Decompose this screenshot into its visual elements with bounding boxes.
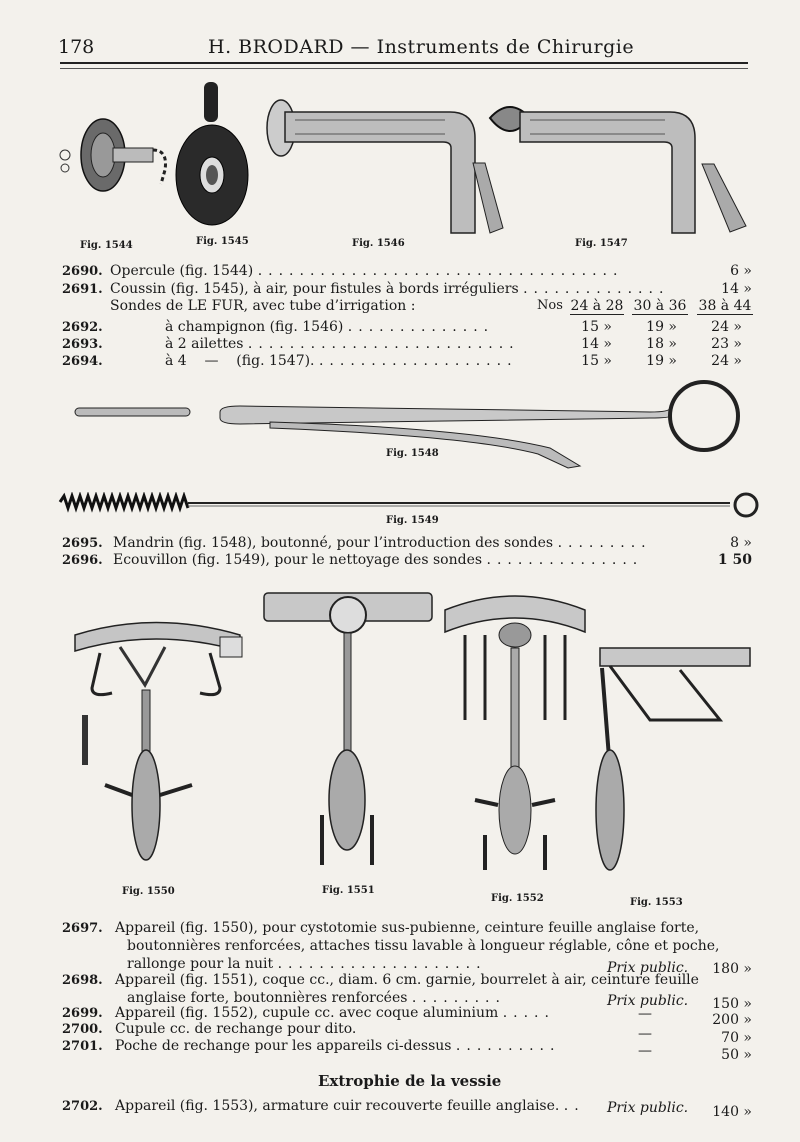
page-header: [58, 30, 748, 60]
item-2699-number: 2699.: [62, 1006, 103, 1021]
fig-1550-illustration: [70, 615, 250, 885]
item-2692-number: 2692.: [62, 320, 103, 335]
item-2692-col2: 19 »: [646, 319, 677, 335]
item-2693-col2: 18 »: [646, 336, 677, 352]
item-2699-price: 200 »: [712, 1012, 752, 1028]
item-2697-number: 2697.: [62, 921, 103, 936]
fig-1553-label: Fig. 1553: [630, 897, 683, 908]
item-2698-line2: anglaise forte, boutonnières renforcées .........: [127, 990, 506, 1006]
item-2696-number: 2696.: [62, 553, 103, 568]
extrophie-heading: Extrophie de la vessie: [318, 1072, 502, 1090]
item-2690-text: Opercule (fig. 1544) ...................................: [110, 263, 624, 279]
fig-1552-label: Fig. 1552: [491, 893, 544, 904]
fig-1548-label: Fig. 1548: [386, 448, 439, 459]
item-2701-price: 50 »: [721, 1047, 752, 1063]
page-title: H. BRODARD — Instruments de Chirurgie: [208, 36, 635, 58]
item-2698-number: 2698.: [62, 973, 103, 988]
item-2691-text: Coussin (fig. 1545), à air, pour fistules à bords irréguliers ..............: [110, 281, 670, 297]
fig-1544-label: Fig. 1544: [80, 240, 133, 251]
item-2697-price: 180 »: [712, 961, 752, 977]
item-2694-col1: 15 »: [581, 353, 612, 369]
item-2690-number: 2690.: [62, 264, 103, 279]
item-2697-line1: Appareil (fig. 1550), pour cystotomie sus-pubienne, ceinture feuille anglaise forte,: [115, 920, 700, 936]
item-2694-col3: 24 »: [711, 353, 742, 369]
item-2694-number: 2694.: [62, 354, 103, 369]
item-2701-number: 2701.: [62, 1039, 103, 1054]
item-2699-text: Appareil (fig. 1552), cupule cc. avec coque aluminium .....: [115, 1005, 555, 1021]
header-rule: [60, 62, 748, 69]
item-2696-price: 1 50: [717, 552, 752, 568]
sondes-column-2: 30 à 36: [633, 298, 687, 314]
item-2694-text: à 4 — (fig. 1547). ...................: [165, 353, 518, 369]
fig-1551-illustration: [260, 585, 435, 885]
item-2693-number: 2693.: [62, 337, 103, 352]
fig-1546-illustration: [255, 98, 505, 238]
fig-1553-illustration: [590, 640, 755, 890]
sondes-column-1: 24 à 28: [570, 298, 624, 314]
item-2692-col3: 24 »: [711, 319, 742, 335]
item-2697-line2: boutonnières renforcées, attaches tissu lavable à longueur réglable, cône et poche,: [127, 938, 720, 954]
item-2690-price: 6 »: [730, 263, 752, 279]
item-2700-text: Cupule cc. de rechange pour dito.: [115, 1021, 357, 1037]
item-2697-line3: rallonge pour la nuit ....................: [127, 956, 487, 972]
item-2693-col1: 14 »: [581, 336, 612, 352]
item-2702-number: 2702.: [62, 1099, 103, 1114]
fig-1550-label: Fig. 1550: [122, 886, 175, 897]
fig-1545-illustration: [170, 80, 255, 230]
sondes-title: Sondes de LE FUR, avec tube d’irrigation :: [110, 298, 416, 314]
item-2692-col1: 15 »: [581, 319, 612, 335]
fig-1552-illustration: [440, 590, 590, 890]
item-2695-text: Mandrin (fig. 1548), boutonné, pour l’introduction des sondes .........: [113, 535, 652, 551]
item-2692-text: à champignon (fig. 1546) ..............: [165, 319, 495, 335]
item-2699-dash: —: [638, 1006, 652, 1022]
item-2700-number: 2700.: [62, 1022, 103, 1037]
item-2694-col2: 19 »: [646, 353, 677, 369]
item-2702-prix-label: Prix public.: [607, 1100, 689, 1116]
item-2691-number: 2691.: [62, 282, 103, 297]
item-2700-price: 70 »: [721, 1030, 752, 1046]
item-2702-text: Appareil (fig. 1553), armature cuir recouverte feuille anglaise. ..: [115, 1098, 585, 1114]
item-2693-col3: 23 »: [711, 336, 742, 352]
item-2696-text: Ecouvillon (fig. 1549), pour le nettoyage des sondes ...............: [113, 552, 644, 568]
fig-1547-illustration: [480, 96, 750, 238]
item-2698-prix-label: Prix public.: [607, 993, 689, 1009]
fig-1549-label: Fig. 1549: [386, 515, 439, 526]
item-2698-line1: Appareil (fig. 1551), coque cc., diam. 6 cm. garnie, bourrelet à air, ceinture feuille: [115, 972, 699, 988]
fig-1547-label: Fig. 1547: [575, 238, 628, 249]
fig-1546-label: Fig. 1546: [352, 238, 405, 249]
sondes-column-3: 38 à 44: [698, 298, 752, 314]
item-2695-price: 8 »: [730, 535, 752, 551]
sondes-nos-label: Nos: [537, 298, 563, 313]
item-2695-number: 2695.: [62, 536, 103, 551]
item-2697-prix-label: Prix public.: [607, 960, 689, 976]
item-2691-price: 14 »: [721, 281, 752, 297]
page-number: 178: [58, 36, 95, 58]
item-2701-dash: —: [638, 1043, 652, 1059]
fig-1551-label: Fig. 1551: [322, 885, 375, 896]
item-2701-text: Poche de rechange pour les appareils ci-dessus ..........: [115, 1038, 561, 1054]
item-2693-text: à 2 ailettes ..........................: [165, 336, 520, 352]
fig-1544-illustration: [55, 110, 175, 220]
item-2698-price: 150 »: [712, 996, 752, 1012]
fig-1545-label: Fig. 1545: [196, 236, 249, 247]
item-2700-dash: —: [638, 1026, 652, 1042]
item-2702-price: 140 »: [712, 1104, 752, 1120]
